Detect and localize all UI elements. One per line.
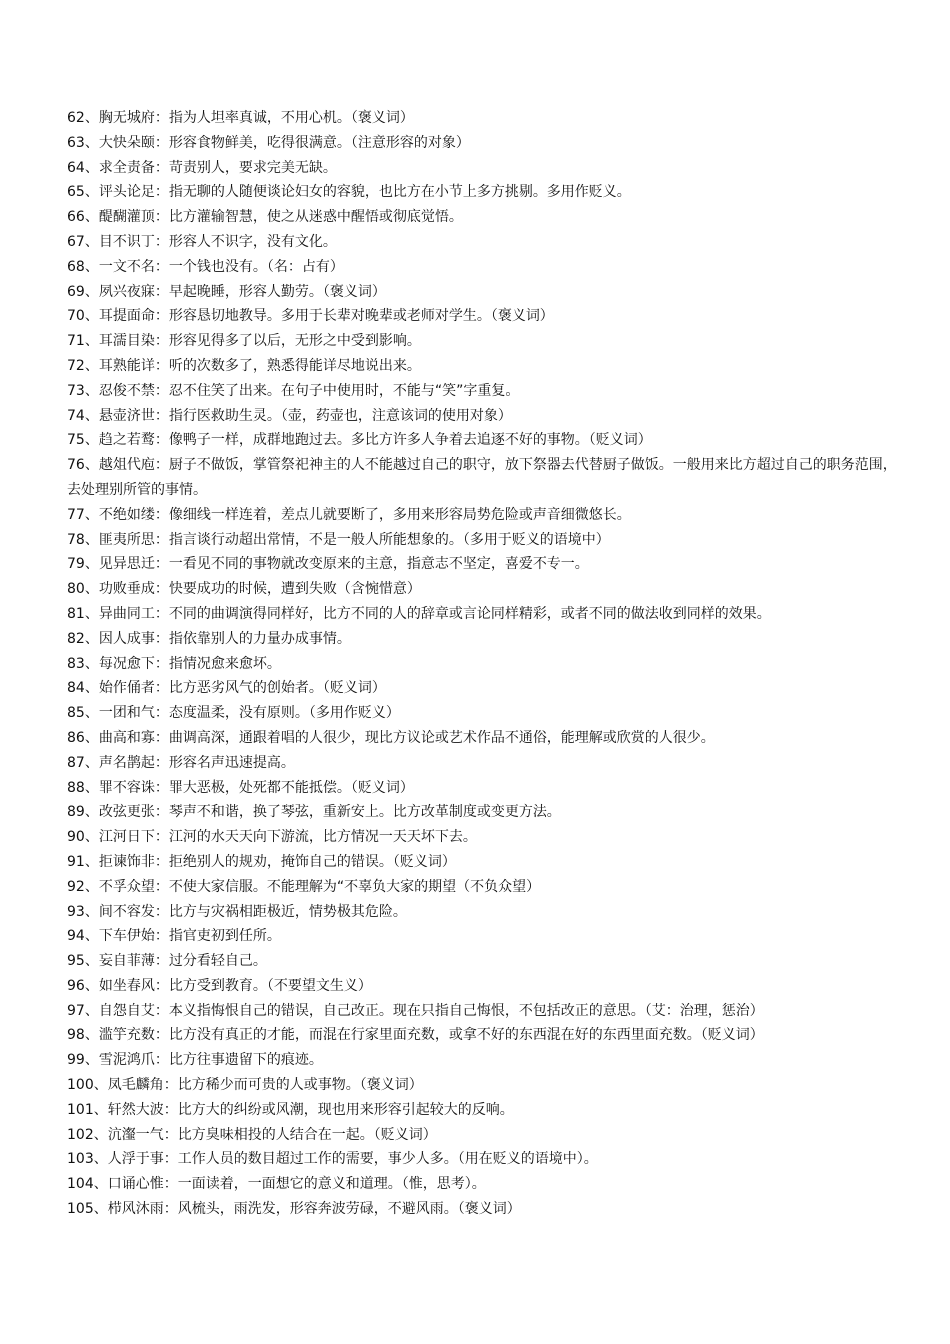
- idiom-entry: 78、匪夷所思：指言谈行动超出常情，不是一般人所能想象的。（多用于贬义的语境中）: [67, 531, 610, 548]
- idiom-entry: 94、下车伊始：指官吏初到任所。: [67, 928, 281, 945]
- idiom-entry: 64、求全责备：苛责别人，要求完美无缺。: [67, 159, 337, 176]
- idiom-entry: 88、罪不容诛：罪大恶极，处死都不能抵偿。（贬义词）: [67, 779, 414, 796]
- idiom-entry: 97、自怨自艾：本义指悔恨自己的错误，自己改正。现在只指自己悔恨，不包括改正的意思。（艾：治理，惩治）: [67, 1002, 764, 1019]
- idiom-entry: 72、耳熟能详：听的次数多了，熟悉得能详尽地说出来。: [67, 357, 421, 374]
- idiom-entry: 87、声名鹊起：形容名声迅速提高。: [67, 754, 295, 771]
- idiom-entry: 86、曲高和寡：曲调高深，通跟着唱的人很少，现比方议论或艺术作品不通俗，能理解或欣赏的人很少。: [67, 729, 715, 746]
- idiom-entry: 96、如坐春风：比方受到教育。（不要望文生义）: [67, 977, 372, 994]
- idiom-entry: 101、轩然大波：比方大的纠纷或风潮，现也用来形容引起较大的反响。: [67, 1101, 514, 1118]
- idiom-entry: 70、耳提面命：形容恳切地教导。多用于长辈对晚辈或老师对学生。（褒义词）: [67, 308, 554, 325]
- idiom-entry: 65、评头论足：指无聊的人随便谈论妇女的容貌，也比方在小节上多方挑剔。多用作贬义。: [67, 184, 631, 201]
- idiom-entry: 77、不绝如缕：像细线一样连着，差点儿就要断了，多用来形容局势危险或声音细微悠长。: [67, 506, 631, 523]
- idiom-entry: 67、目不识丁：形容人不识字，没有文化。: [67, 233, 337, 250]
- idiom-entry: 90、江河日下：江河的水天天向下游流，比方情况一天天坏下去。: [67, 829, 477, 846]
- idiom-entry: 99、雪泥鸿爪：比方往事遗留下的痕迹。: [67, 1052, 323, 1069]
- idiom-entry: 93、间不容发：比方与灾祸相距极近，情势极其危险。: [67, 903, 407, 920]
- idiom-entry: 84、始作俑者：比方恶劣风气的创始者。（贬义词）: [67, 680, 386, 697]
- idiom-entry: 62、胸无城府：指为人坦率真诚，不用心机。（褒义词）: [67, 110, 414, 126]
- idiom-entry: 69、夙兴夜寐：早起晚睡，形容人勤劳。（褒义词）: [67, 283, 386, 300]
- idiom-entry: 105、栉风沐雨：风梳头，雨洗发，形容奔波劳碌，不避风雨。（褒义词）: [67, 1201, 521, 1218]
- idiom-entry: 75、趋之若鹜：像鸭子一样，成群地跑过去。多比方许多人争着去追逐不好的事物。（贬义词）: [67, 432, 652, 449]
- idiom-list: [67, 106, 897, 1222]
- idiom-entry: 68、一文不名：一个钱也没有。（名：占有）: [67, 258, 344, 275]
- idiom-entry: 73、忍俊不禁：忍不住笑了出来。在句子中使用时，不能与“笑”字重复。: [67, 382, 520, 399]
- idiom-entry: 95、妄自菲薄：过分看轻自己。: [67, 953, 267, 970]
- idiom-entry: 63、大快朵颐：形容食物鲜美，吃得很满意。（注意形容的对象）: [67, 134, 470, 151]
- idiom-entry: 89、改弦更张：琴声不和谐，换了琴弦，重新安上。比方改革制度或变更方法。: [67, 804, 561, 821]
- idiom-entry: 83、每况愈下：指情况愈来愈坏。: [67, 655, 281, 672]
- idiom-entry: 85、一团和气：态度温柔，没有原则。（多用作贬义）: [67, 705, 400, 722]
- idiom-entry: 79、见异思迁：一看见不同的事物就改变原来的主意，指意志不坚定，喜爱不专一。: [67, 556, 589, 573]
- idiom-entry: 91、拒谏饰非：拒绝别人的规劝，掩饰自己的错误。（贬义词）: [67, 853, 456, 870]
- idiom-entry: 102、沆瀣一气：比方臭味相投的人结合在一起。（贬义词）: [67, 1126, 437, 1143]
- idiom-entry: 104、口诵心惟：一面读着，一面想它的意义和道理。（惟，思考）。: [67, 1176, 486, 1193]
- idiom-entry: 74、悬壶济世：指行医救助生灵。（壶，药壶也，注意该词的使用对象）: [67, 407, 512, 424]
- idiom-entry: 76、越俎代庖：厨子不做饭，掌管祭祀神主的人不能越过自己的职守，放下祭器去代替厨子做饭。一般用来比方超过自己的职务范围，去处理别所管的事情。: [67, 457, 897, 498]
- idiom-entry: 92、不孚众望：不使大家信服。不能理解为“不辜负大家的期望（不负众望）: [67, 878, 541, 895]
- idiom-entry: 103、人浮于事：工作人员的数目超过工作的需要，事少人多。（用在贬义的语境中）。: [67, 1151, 598, 1168]
- idiom-entry: 98、滥竽充数：比方没有真正的才能，而混在行家里面充数，或拿不好的东西混在好的东西里面充数。（贬义词）: [67, 1027, 764, 1044]
- idiom-entry: 80、功败垂成：快要成功的时候，遭到失败（含惋惜意）: [67, 581, 421, 598]
- idiom-entry: 71、耳濡目染：形容见得多了以后，无形之中受到影响。: [67, 333, 421, 350]
- idiom-entry: 81、异曲同工：不同的曲调演得同样好，比方不同的人的辞章或言论同样精彩，或者不同的做法收到同样的效果。: [67, 605, 771, 622]
- idiom-entry: 100、凤毛麟角：比方稀少而可贵的人或事物。（褒义词）: [67, 1077, 423, 1094]
- idiom-entry: 66、醍醐灌顶：比方灌输智慧，使之从迷惑中醒悟或彻底觉悟。: [67, 209, 463, 226]
- idiom-entry: 82、因人成事：指依靠别人的力量办成事情。: [67, 630, 351, 647]
